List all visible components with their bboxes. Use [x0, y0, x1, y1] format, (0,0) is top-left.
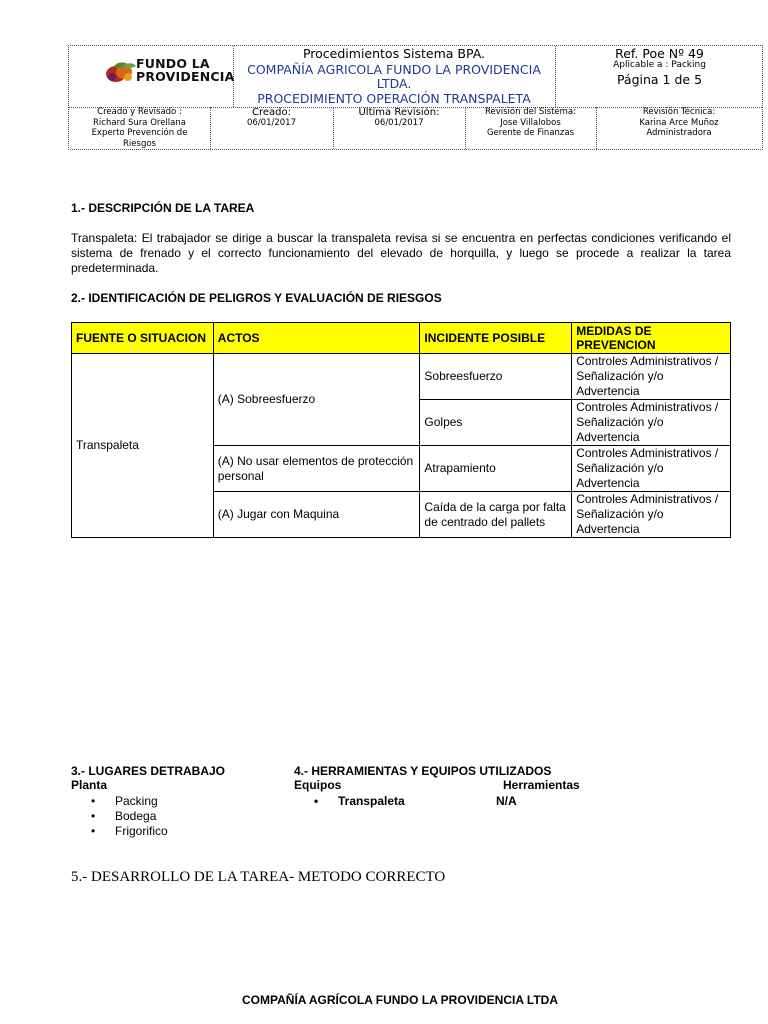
company-name-line2: LTDA. — [376, 76, 412, 91]
last-revision-date: 06/01/2017 — [374, 118, 424, 128]
system-revision-cell — [465, 107, 596, 139]
system-title: Procedimientos Sistema BPA. — [302, 46, 486, 61]
measure-cell: Controles Administrativos / Señalización y/o Advertencia — [572, 492, 731, 538]
system-revision-name: Jose Villalobos — [500, 117, 561, 128]
company-logo — [104, 58, 234, 86]
section3-subtitle: Planta — [71, 778, 108, 792]
risk-table — [71, 322, 731, 538]
table-row — [72, 354, 731, 400]
system-revision-role: Gerente de Finanzas — [486, 128, 575, 138]
column-header: FUENTE O SITUACION — [72, 323, 214, 354]
table-header-row — [72, 323, 731, 354]
created-cell — [210, 107, 333, 129]
column-header: ACTOS — [213, 323, 420, 354]
act-cell: (A) No usar elementos de protección personal — [213, 446, 420, 492]
list-item: • Transpaleta — [294, 794, 405, 809]
source-cell: Transpaleta — [72, 354, 214, 538]
measure-cell: Controles Administrativos / Señalización y/o Advertencia — [572, 400, 731, 446]
created-label: Creado: — [252, 107, 291, 118]
column-header: MEDIDAS DE PREVENCION — [572, 323, 731, 354]
section1-title: 1.- DESCRIPCIÓN DE LA TAREA — [71, 201, 255, 215]
footer-company: COMPAÑÍA AGRÍCOLA FUNDO LA PROVIDENCIA LTDA — [242, 993, 558, 1007]
work-places-list — [71, 794, 168, 839]
measure-cell: Controles Administrativos / Señalización y/o Advertencia — [572, 446, 731, 492]
incident-cell: Caída de la carga por falta de centrado del pallets — [420, 492, 572, 538]
column-header: INCIDENTE POSIBLE — [420, 323, 572, 354]
logo-text — [136, 58, 234, 83]
last-revision-cell — [333, 107, 465, 129]
act-cell: (A) Jugar con Maquina — [213, 492, 420, 538]
logo-line2: PROVIDENCIA — [136, 68, 235, 84]
section3-title: 3.- LUGARES DETRABAJO — [71, 764, 226, 778]
document-header — [68, 45, 763, 150]
last-revision-label: Ultima Revisión: — [358, 107, 440, 118]
created-by-cell — [69, 107, 210, 149]
section4-title: 4.- HERRAMIENTAS Y EQUIPOS UTILIZADOS — [294, 764, 552, 778]
section5-title: 5.- DESARROLLO DE LA TAREA- METODO CORRECTO — [71, 869, 446, 885]
list-item: • Packing — [71, 794, 168, 809]
technical-revision-cell — [596, 107, 762, 139]
created-by-role: Experto Prevención de — [91, 128, 188, 138]
reference-number: Ref. Poe Nº 49 — [615, 46, 704, 61]
procedure-title: PROCEDIMIENTO OPERACIÓN TRANSPALETA — [257, 91, 531, 106]
list-item: • Frigorifico — [71, 824, 168, 839]
created-by-label: Creado y Revisado : — [97, 107, 182, 117]
incident-cell: Atrapamiento — [420, 446, 572, 492]
list-item: • Bodega — [71, 809, 168, 824]
technical-revision-name: Karina Arce Muñoz — [639, 117, 719, 128]
incident-cell: Sobreesfuerzo — [420, 354, 572, 400]
section1-text: Transpaleta: El trabajador se dirige a buscar la transpaleta revisa si se encuentra en perfectas condiciones verificando el sistema de frenado y el correcto funcionamiento del elevado de horquilla, y luego se procede a realizar la tarea predeterminada. — [71, 231, 731, 275]
created-by-name: Richard Sura Orellana — [93, 117, 186, 128]
tools-label: Herramientas — [503, 778, 580, 792]
company-name-line1: COMPAÑÍA AGRICOLA FUNDO LA PROVIDENCIA — [247, 62, 541, 77]
technical-revision-label: Revisión Técnica: — [642, 107, 716, 117]
equipment-label: Equipos — [294, 778, 342, 792]
tools-value: N/A — [496, 794, 517, 808]
system-revision-label: Revisión del Sistema: — [484, 107, 576, 117]
applicable-to: Aplicable a : Packing — [613, 60, 706, 70]
created-by-role: Riesgos — [123, 138, 156, 149]
page-number: Página 1 de 5 — [616, 72, 703, 87]
measure-cell: Controles Administrativos / Señalización y/o Advertencia — [572, 354, 731, 400]
incident-cell: Golpes — [420, 400, 572, 446]
logo-line1: FUNDO LA — [136, 56, 210, 71]
created-date: 06/01/2017 — [247, 118, 296, 128]
section2-title: 2.- IDENTIFICACIÓN DE PELIGROS Y EVALUACIÓN DE RIESGOS — [71, 291, 442, 305]
equipment-list — [294, 794, 405, 809]
act-cell: (A) Sobreesfuerzo — [213, 354, 420, 446]
fruit-logo-icon — [104, 58, 138, 86]
technical-revision-role: Administradora — [646, 128, 712, 138]
